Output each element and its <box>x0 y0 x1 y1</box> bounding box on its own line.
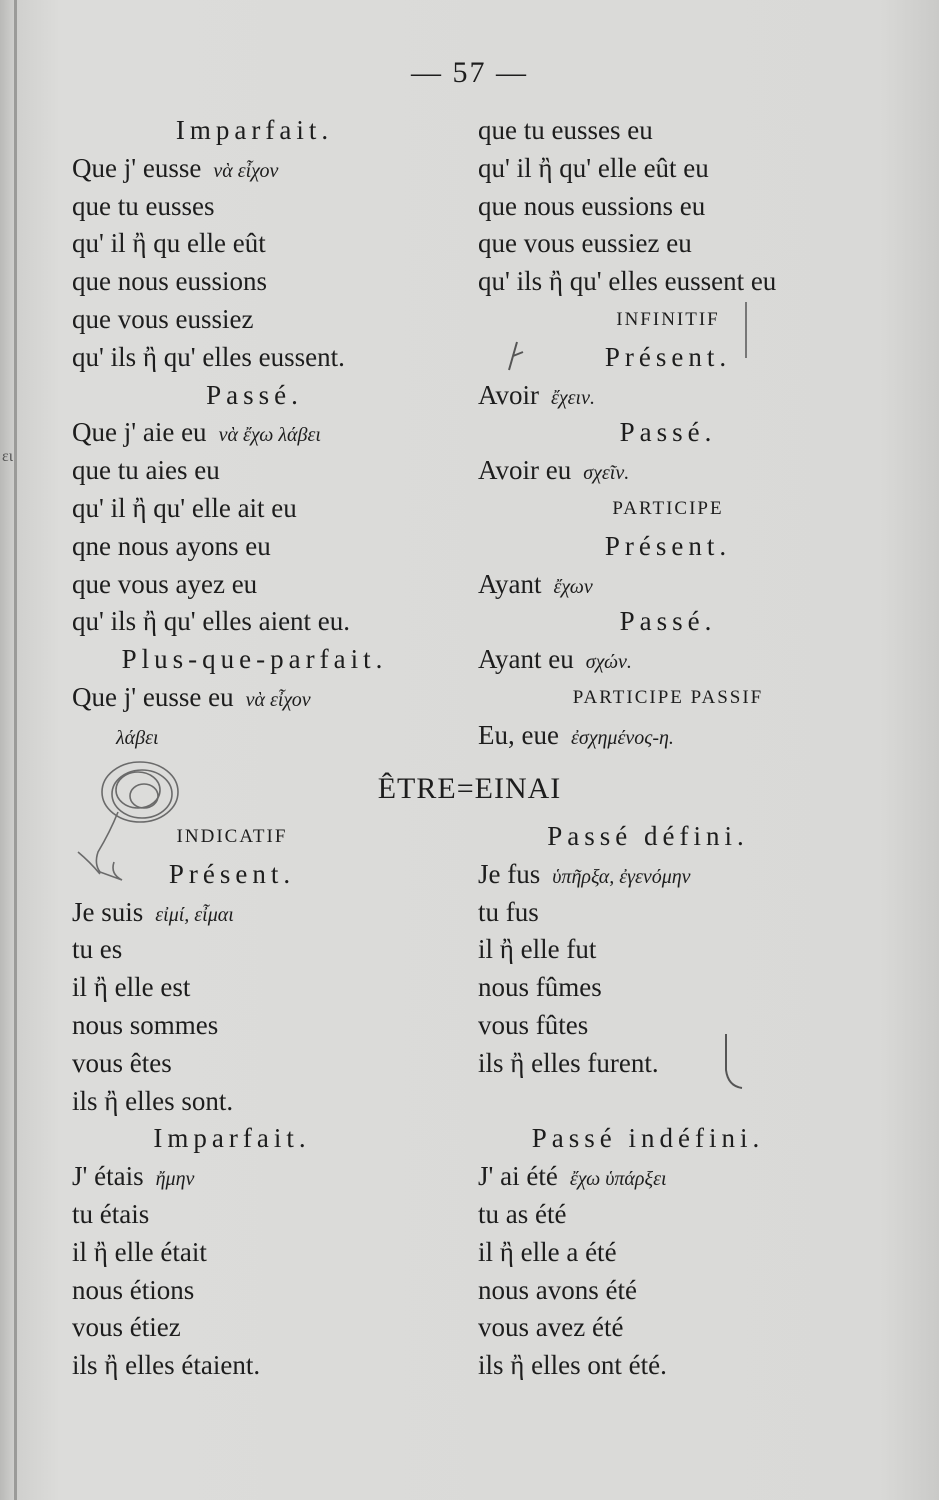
text-line <box>72 1309 392 1347</box>
text-line <box>478 641 858 679</box>
conjugation-text: ils ἢ elles furent. <box>478 1047 659 1078</box>
text-line <box>72 931 392 969</box>
conjugation-text: que nous eussions <box>72 266 267 297</box>
text-line <box>72 112 437 150</box>
text-line <box>72 1120 392 1158</box>
tense-heading: Imparfait. <box>175 115 334 145</box>
conjugation-text: Eu, eue <box>478 719 559 750</box>
text-line <box>478 679 858 717</box>
conjugation-text: il ἢ elle a été <box>478 1236 617 1267</box>
conjugation-text: qu' ils ἢ qu' elles aient eu. <box>72 606 351 637</box>
conjugation-text: qu' il ἢ qu' elle eût eu <box>478 152 709 183</box>
text-line <box>478 263 858 301</box>
conjugation-text: Avoir eu <box>478 455 572 486</box>
conjugation-text: vous étiez <box>72 1312 181 1343</box>
conjugation-text: il ἢ elle était <box>72 1236 207 1267</box>
text-line <box>72 679 437 717</box>
text-line <box>72 150 437 188</box>
left-column-bottom <box>72 818 392 1385</box>
conjugation-text: ils ἢ elles ont été. <box>478 1350 667 1381</box>
page-spine-shadow <box>14 0 17 1500</box>
text-line <box>478 818 818 856</box>
text-line <box>72 1234 392 1272</box>
conjugation-text: que tu eusses <box>72 190 215 221</box>
text-line <box>478 1120 818 1158</box>
conjugation-text: PARTICIPE <box>612 497 724 519</box>
text-line <box>478 856 818 894</box>
greek-translation: ἔχω ὑπάρξει <box>569 1168 667 1191</box>
greek-translation: νὰ ἔχω λάβει <box>218 424 321 447</box>
text-line <box>478 603 858 641</box>
tense-heading: Passé défini. <box>547 821 749 851</box>
text-line <box>478 301 858 339</box>
conjugation-text: nous avons été <box>478 1274 637 1305</box>
text-line <box>478 1158 818 1196</box>
text-line <box>478 414 858 452</box>
text-line <box>478 377 858 415</box>
tense-heading: Plus-que-parfait. <box>121 644 388 675</box>
conjugation-text: nous fûmes <box>478 972 602 1003</box>
text-line <box>478 528 858 566</box>
conjugation-text: J' étais <box>72 1161 144 1192</box>
text-line <box>72 1045 392 1083</box>
conjugation-text: tu es <box>72 934 123 965</box>
text-line <box>72 1196 392 1234</box>
text-line <box>72 528 437 566</box>
text-line <box>478 188 858 226</box>
tense-heading: Passé. <box>206 379 303 410</box>
conjugation-text: qu' il ἢ qu' elle ait eu <box>72 492 297 523</box>
conjugation-text: ils ἢ elles sont. <box>72 1085 234 1116</box>
right-column-bottom <box>478 818 818 1385</box>
greek-translation: λάβει <box>116 726 159 749</box>
text-line <box>72 1083 392 1121</box>
greek-translation: σχών. <box>585 651 632 674</box>
text-line <box>72 301 437 339</box>
text-line <box>72 1347 392 1385</box>
text-line <box>72 1272 392 1310</box>
text-line <box>72 1158 392 1196</box>
conjugation-text: qu' il ἢ qu elle eût <box>72 228 266 259</box>
conjugation-text: nous étions <box>72 1274 195 1305</box>
text-line <box>72 490 437 528</box>
conjugation-text: tu fus <box>478 896 539 927</box>
text-line <box>478 1347 818 1385</box>
conjugation-text: Ayant eu <box>478 644 574 675</box>
pencil-bar-icon <box>740 300 752 360</box>
text-line <box>72 225 437 263</box>
text-line <box>478 1007 818 1045</box>
text-line <box>478 931 818 969</box>
tense-heading: Passé. <box>619 417 717 448</box>
conjugation-text: que vous eussiez eu <box>478 228 692 259</box>
conjugation-text: que nous eussions eu <box>478 190 706 221</box>
conjugation-text: nous sommes <box>72 1009 219 1040</box>
conjugation-text: que tu eusses eu <box>478 115 653 145</box>
text-line <box>72 263 437 301</box>
conjugation-text: que tu aies eu <box>72 455 220 486</box>
conjugation-text: INDICATIF <box>176 826 288 847</box>
conjugation-text: Je suis <box>72 896 144 927</box>
conjugation-text: ils ἢ elles étaient. <box>72 1350 261 1381</box>
conjugation-text: tu étais <box>72 1198 150 1229</box>
text-line <box>72 414 437 452</box>
conjugation-text: PARTICIPE PASSIF <box>572 686 764 708</box>
conjugation-text: vous avez été <box>478 1312 624 1343</box>
text-line <box>72 641 437 679</box>
tense-heading: Présent. <box>604 530 732 561</box>
conjugation-text: il ἢ elle fut <box>478 934 597 965</box>
text-line <box>478 339 858 377</box>
greek-translation: νὰ εἶχον <box>245 688 311 711</box>
text-line <box>478 1196 818 1234</box>
greek-translation: σχεῖν. <box>583 462 630 485</box>
text-line <box>478 1083 818 1121</box>
text-line <box>478 717 858 755</box>
text-line <box>478 225 858 263</box>
conjugation-text: que vous ayez eu <box>72 568 258 599</box>
conjugation-text: Je fus <box>478 858 541 889</box>
text-line <box>478 490 858 528</box>
pencil-check-icon <box>716 1030 746 1090</box>
page-number: — 57 — <box>411 56 528 89</box>
text-line <box>478 969 818 1007</box>
conjugation-text: Que j' eusse eu <box>72 681 234 712</box>
conjugation-text: J' ai été <box>478 1161 558 1192</box>
greek-translation: ἐσχημένος-η. <box>570 726 674 749</box>
text-line <box>478 150 858 188</box>
greek-translation: ἤμην <box>155 1168 195 1191</box>
text-line <box>72 969 392 1007</box>
conjugation-text: Avoir <box>478 379 539 410</box>
greek-translation: εἰμί, εἶμαι <box>155 903 234 926</box>
conjugation-text: Que j' eusse <box>72 152 202 183</box>
tense-heading: Imparfait. <box>153 1123 311 1154</box>
section-title: ÊTRE=EINAI <box>377 772 562 805</box>
text-line <box>478 1309 818 1347</box>
conjugation-text: vous êtes <box>72 1047 172 1078</box>
text-line <box>478 452 858 490</box>
text-line <box>478 894 818 932</box>
conjugation-text: qu' ils ἢ qu' elles eussent eu <box>478 266 777 297</box>
conjugation-text: Ayant <box>478 568 542 599</box>
text-line <box>72 452 437 490</box>
tense-heading: Présent. <box>168 858 296 889</box>
tense-heading: Présent. <box>604 341 732 372</box>
conjugation-text: il ἢ elle est <box>72 972 191 1003</box>
greek-translation: νὰ εἶχον <box>213 159 279 182</box>
tense-heading: Passé. <box>619 606 717 637</box>
conjugation-text: vous fûtes <box>478 1009 589 1040</box>
text-line <box>72 566 437 604</box>
text-line <box>478 1045 818 1083</box>
text-line <box>72 339 437 377</box>
text-line <box>72 377 437 415</box>
text-line <box>478 1272 818 1310</box>
text-line <box>478 112 858 150</box>
conjugation-text: Que j' aie eu <box>72 417 207 448</box>
greek-translation: ἔχειν. <box>551 386 595 409</box>
conjugation-text: INFINITIF <box>616 308 720 330</box>
text-line <box>72 1007 392 1045</box>
pencil-mark-icon <box>505 338 529 374</box>
greek-translation: ὑπῆρξα, ἐγενόμην <box>552 865 691 888</box>
text-line <box>478 566 858 604</box>
text-line <box>72 188 437 226</box>
conjugation-text: qne nous ayons eu <box>72 530 271 561</box>
pencil-scribble-icon <box>70 752 220 902</box>
conjugation-text: qu' ils ἢ qu' elles eussent. <box>72 341 345 372</box>
text-line <box>72 603 437 641</box>
conjugation-text: tu as été <box>478 1198 567 1229</box>
left-column-top <box>72 112 437 755</box>
right-column-top <box>478 112 858 755</box>
conjugation-text: que vous eussiez <box>72 303 254 334</box>
tense-heading: Passé indéfini. <box>531 1123 765 1154</box>
text-line <box>72 717 437 755</box>
greek-translation: ἔχων <box>553 575 593 598</box>
margin-fragment: ει <box>2 448 14 465</box>
text-line <box>478 1234 818 1272</box>
